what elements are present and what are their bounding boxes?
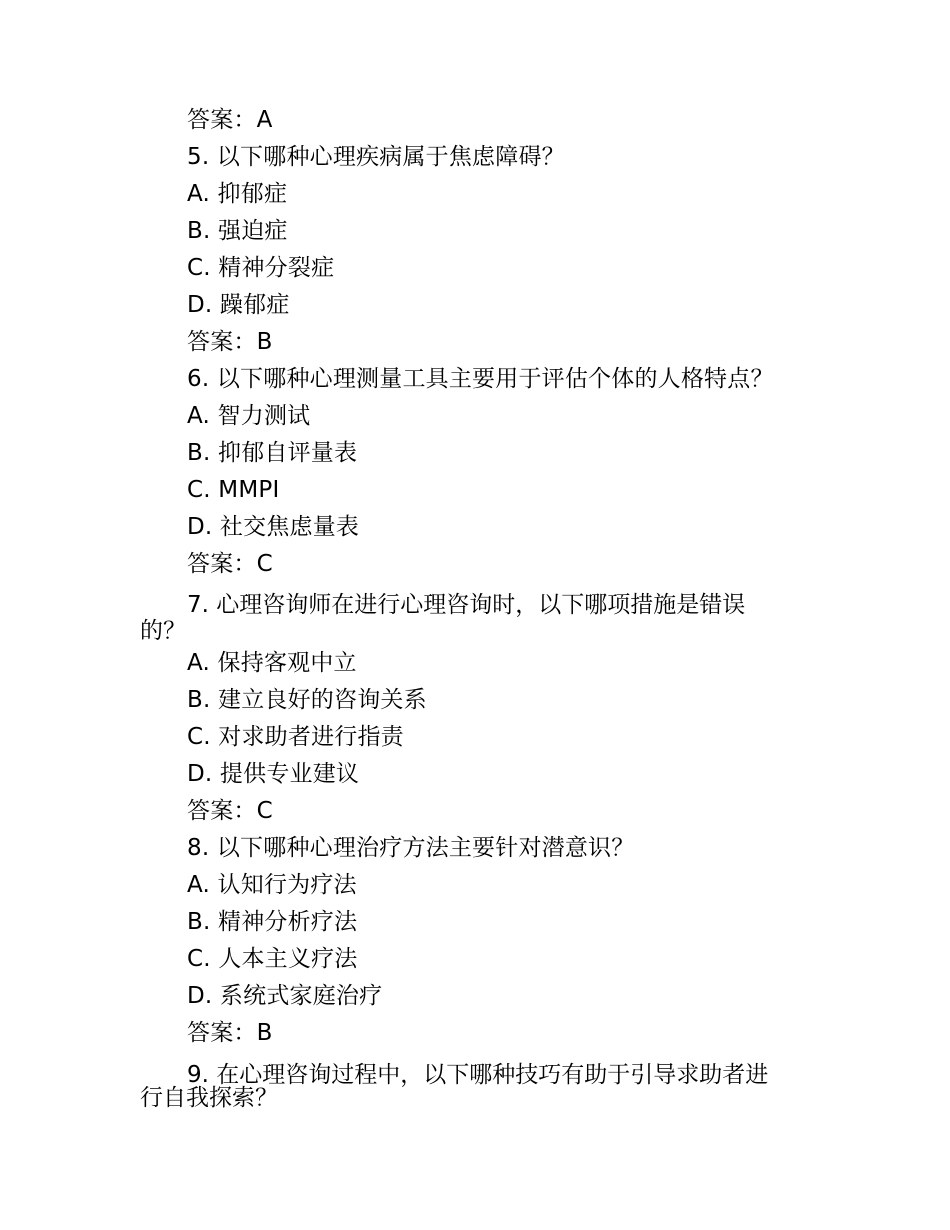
option-8c: C. 人本主义疗法 — [187, 946, 358, 972]
option-7c: C. 对求助者进行指责 — [187, 724, 404, 750]
question-9 — [140, 1060, 768, 1113]
option-5b: B. 强迫症 — [187, 218, 288, 244]
option-6c: C. MMPI — [187, 477, 280, 503]
question-6: 6. 以下哪种心理测量工具主要用于评估个体的人格特点？ — [187, 366, 774, 392]
question-7-line-2: 的？ — [140, 618, 186, 644]
option-5a: A. 抑郁症 — [187, 181, 288, 207]
option-7b: B. 建立良好的咨询关系 — [187, 687, 427, 713]
answer-7: 答案：C — [187, 798, 273, 824]
answer-6: 答案：C — [187, 551, 273, 577]
question-5: 5. 以下哪种心理疾病属于焦虑障碍？ — [187, 144, 565, 170]
question-9-line-2: 行自我探索？ — [140, 1085, 278, 1111]
option-7a: A. 保持客观中立 — [187, 650, 357, 676]
option-8a: A. 认知行为疗法 — [187, 872, 357, 898]
option-5d: D. 躁郁症 — [187, 292, 290, 318]
option-7d: D. 提供专业建议 — [187, 761, 360, 787]
question-8: 8. 以下哪种心理治疗方法主要针对潜意识？ — [187, 835, 635, 861]
option-6d: D. 社交焦虑量表 — [187, 514, 360, 540]
question-9-line-1: 9. 在心理咨询过程中，以下哪种技巧有助于引导求助者进 — [187, 1062, 769, 1088]
answer-5: 答案：B — [187, 329, 273, 355]
question-7 — [140, 590, 745, 646]
option-5c: C. 精神分裂症 — [187, 255, 335, 281]
option-6a: A. 智力测试 — [187, 403, 311, 429]
option-8d: D. 系统式家庭治疗 — [187, 983, 383, 1009]
answer-4: 答案：A — [187, 107, 273, 133]
answer-8: 答案：B — [187, 1020, 273, 1046]
option-6b: B. 抑郁自评量表 — [187, 440, 358, 466]
question-7-line-1: 7. 心理咨询师在进行心理咨询时，以下哪项措施是错误 — [187, 592, 746, 618]
option-8b: B. 精神分析疗法 — [187, 909, 358, 935]
